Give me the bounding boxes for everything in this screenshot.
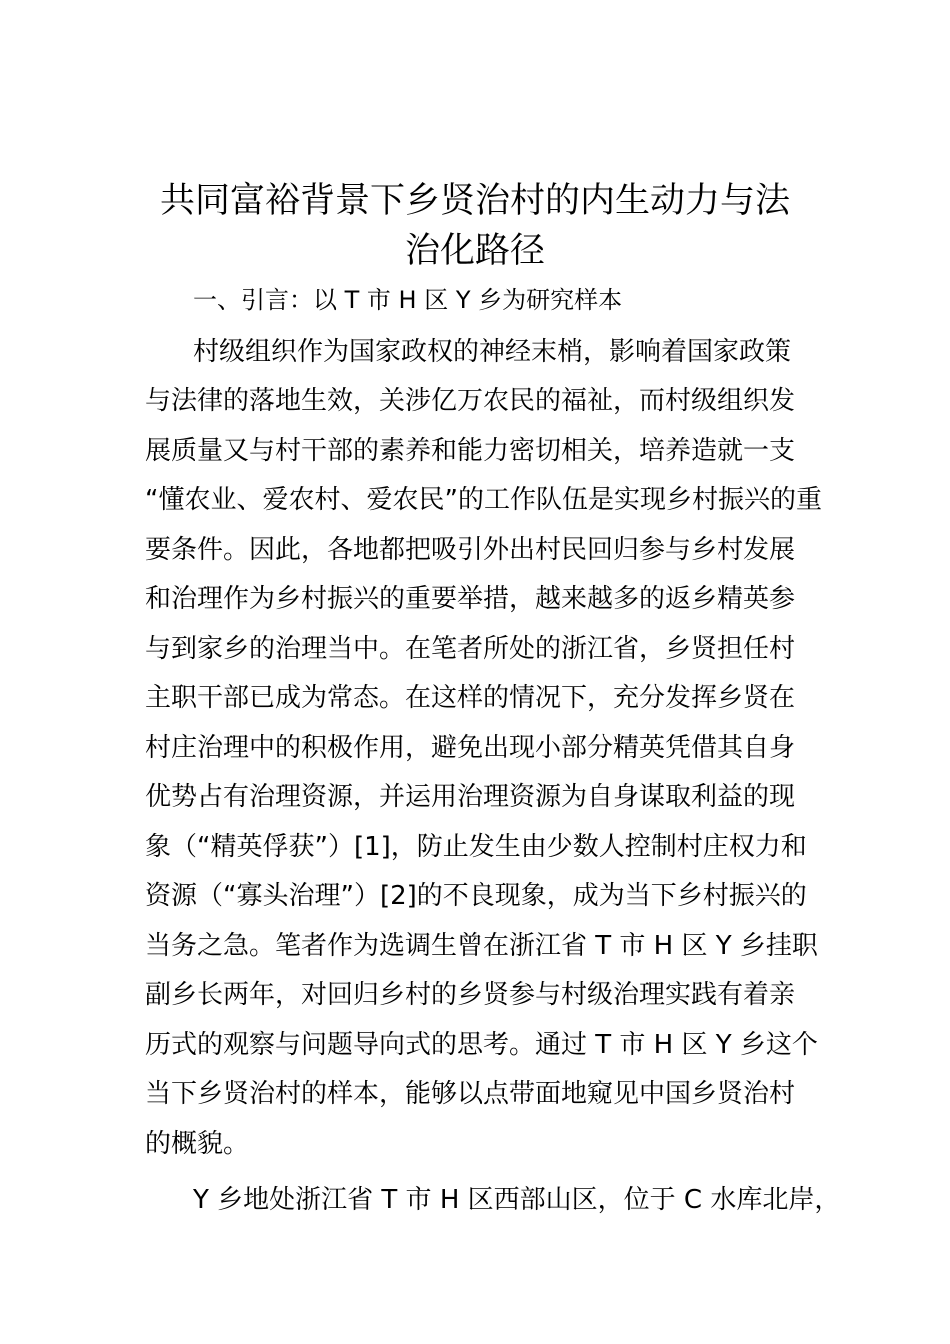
title-line-1: 共同富裕背景下乡贤治村的内生动力与法 xyxy=(159,181,790,221)
paragraph-line: 资源（“寡头治理”）[2]的不良现象，成为当下乡村振兴的 xyxy=(145,881,807,911)
paragraph-line: 与到家乡的治理当中。在笔者所处的浙江省，乡贤担任村 xyxy=(145,634,796,664)
paragraph-line: 村庄治理中的积极作用，避免出现小部分精英凭借其自身 xyxy=(145,733,796,763)
paragraph-line: 当下乡贤治村的样本，能够以点带面地窥见中国乡贤治村 xyxy=(145,1079,796,1109)
paragraph-line: 和治理作为乡村振兴的重要举措，越来越多的返乡精英参 xyxy=(145,584,796,614)
title-line-2: 治化路径 xyxy=(404,231,545,271)
paragraph-line: 主职干部已成为常态。在这样的情况下，充分发挥乡贤在 xyxy=(145,683,796,713)
paragraph-line: 历式的观察与问题导向式的思考。通过 T 市 H 区 Y 乡这个 xyxy=(145,1030,818,1060)
paragraph-line: 优势占有治理资源，并运用治理资源为自身谋取利益的现 xyxy=(145,782,796,812)
document-title xyxy=(150,176,800,276)
paragraph-line: 的概貌。 xyxy=(145,1129,250,1159)
paragraph-line: Y 乡地处浙江省 T 市 H 区西部山区，位于 C 水库北岸， xyxy=(193,1185,841,1215)
paragraph-line: 展质量又与村干部的素养和能力密切相关，培养造就一支 xyxy=(145,436,796,466)
paragraph-line: 副乡长两年，对回归乡村的乡贤参与村级治理实践有着亲 xyxy=(145,980,796,1010)
paragraph-line: “懂农业、爱农村、爱农民”的工作队伍是实现乡村振兴的重 xyxy=(145,485,822,515)
paragraph-line: 要条件。因此，各地都把吸引外出村民回归参与乡村发展 xyxy=(145,535,796,565)
section-heading: 一、引言：以 T 市 H 区 Y 乡为研究样本 xyxy=(193,286,623,314)
paragraph-line: 与法律的落地生效，关涉亿万农民的福祉，而村级组织发 xyxy=(145,386,796,416)
paragraph-line: 当务之急。笔者作为选调生曾在浙江省 T 市 H 区 Y 乡挂职 xyxy=(145,931,818,961)
paragraph-line: 象（“精英俘获”）[1]，防止发生由少数人控制村庄权力和 xyxy=(145,832,807,862)
paragraph-line: 村级组织作为国家政权的神经末梢，影响着国家政策 xyxy=(193,337,792,367)
